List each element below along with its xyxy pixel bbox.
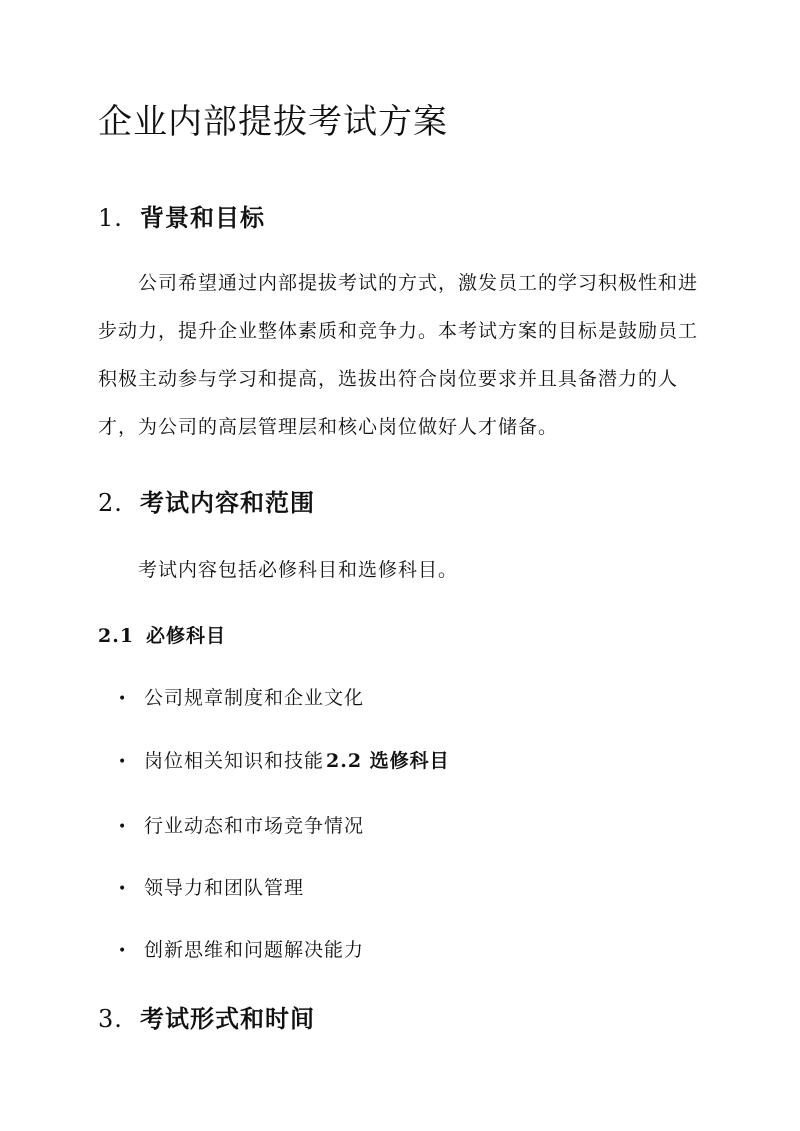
list-item [118, 811, 364, 838]
section-1-heading [98, 198, 265, 233]
section-3-number: 3. [98, 1005, 123, 1033]
subsection-2-1-title: 必修科目 [146, 625, 227, 647]
document-title: 企业内部提拔考试方案 [98, 102, 448, 142]
list-item-text: 行业动态和市场竞争情况 [144, 815, 365, 837]
subsection-2-1-heading [98, 621, 226, 648]
section-2-heading [98, 483, 315, 518]
bullet-icon: • [118, 691, 128, 707]
bullet-icon: • [118, 943, 128, 959]
section-2-number: 2. [98, 489, 123, 517]
section-2-title: 考试内容和范围 [140, 488, 315, 517]
subsection-2-1-number: 2.1 [98, 625, 135, 647]
list-item [118, 683, 364, 710]
list-item-text: 公司规章制度和企业文化 [144, 687, 365, 709]
list-item [118, 935, 364, 962]
list-item [118, 746, 450, 773]
section-3-title: 考试形式和时间 [140, 1004, 315, 1033]
subsection-2-2-heading: 2.2 选修科目 [326, 750, 450, 772]
list-item [118, 873, 304, 900]
section-1-title: 背景和目标 [140, 203, 265, 232]
list-item-text: 创新思维和问题解决能力 [144, 939, 365, 961]
list-item-text: 岗位相关知识和技能 [144, 750, 325, 772]
section-3-heading [98, 999, 315, 1034]
bullet-icon: • [118, 819, 128, 835]
bullet-icon: • [118, 754, 128, 770]
list-item-text: 领导力和团队管理 [144, 877, 305, 899]
section-2-intro: 考试内容包括必修科目和选修科目。 [138, 559, 459, 581]
bullet-icon: • [118, 881, 128, 897]
section-1-number: 1. [98, 204, 123, 232]
section-1-paragraph: 公司希望通过内部提拔考试的方式，激发员工的学习积极性和进步动力，提升企业整体素质和竞争力。本考试方案的目标是鼓励员工积极主动参与学习和提高，选拔出符合岗位要求并且具备潜力的人才，为公司的高层管理层和核心岗位做好人才储备。 [98, 272, 699, 438]
